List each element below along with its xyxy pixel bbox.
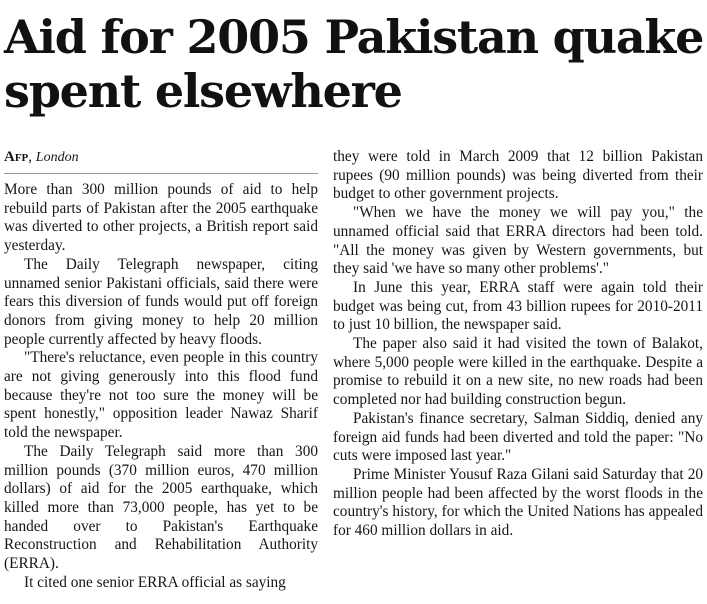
paragraph: The paper also said it had visited the town of Balakot, where 5,000 people were killed in the earthquake. Despite a promise to rebuild it on a new site, no new roads had been completed nor had building construction begun. (333, 335, 703, 409)
paragraph: It cited one senior ERRA official as saying (24, 573, 286, 591)
paragraph: The Daily Telegraph newspaper, citing unnamed senior Pakistani officials, said there were fears this diversion of funds would put off foreign donors from giving money to help 20 million people currently affected by heavy floods. (4, 255, 318, 348)
byline: Afp, London (4, 148, 318, 174)
byline-agency: Afp (4, 149, 29, 165)
paragraph: More than 300 million pounds of aid to help rebuild parts of Pakistan after the 2005 earthquake was diverted to other projects, a British report said yesterday. (4, 181, 318, 255)
headline (4, 10, 704, 118)
paragraph: Pakistan's finance secretary, Salman Siddiq, denied any foreign aid funds had been diverted and told the paper: "No cuts were imposed last year." (333, 409, 703, 465)
headline-line-1: Aid for 2005 Pakistan quake (4, 10, 704, 64)
paragraph: The Daily Telegraph said more than 300 million pounds (370 million euros, 470 million dollars) of aid for the 2005 earthquake, which killed more than 73,000 people, has yet to be handed over to Pakistan's Earthquake Reconstruction and Rehabilitation Authority (ERRA). (4, 442, 318, 573)
paragraph: "When we have the money we will pay you," the unnamed official said that ERRA directors had been told. "All the money was given by Western governments, but they said 'we have so many other problems'." (333, 204, 703, 278)
paragraph: Prime Minister Yousuf Raza Gilani said Saturday that 20 million people had been affected by the worst floods in the country's history, for which the United Nations has appealed for 460 million dollars in aid. (333, 465, 703, 540)
article-column-2 (333, 148, 703, 541)
headline-line-2: spent elsewhere (4, 64, 402, 118)
paragraph: they were told in March 2009 that 12 billion Pakistan rupees (90 million pounds) was being diverted from their budget to other government projects. (333, 148, 703, 203)
paragraph: "There's reluctance, even people in this country are not giving generously into this flood fund because they're not too sure the money will be spent honestly," opposition leader Nawaz Sharif told the newspaper. (4, 349, 318, 442)
article-column-1 (4, 181, 318, 592)
paragraph: In June this year, ERRA staff were again told their budget was being cut, from 43 billion rupees for 2010-2011 to just 10 billion, the newspaper said. (333, 278, 703, 334)
byline-city: London (35, 150, 79, 165)
